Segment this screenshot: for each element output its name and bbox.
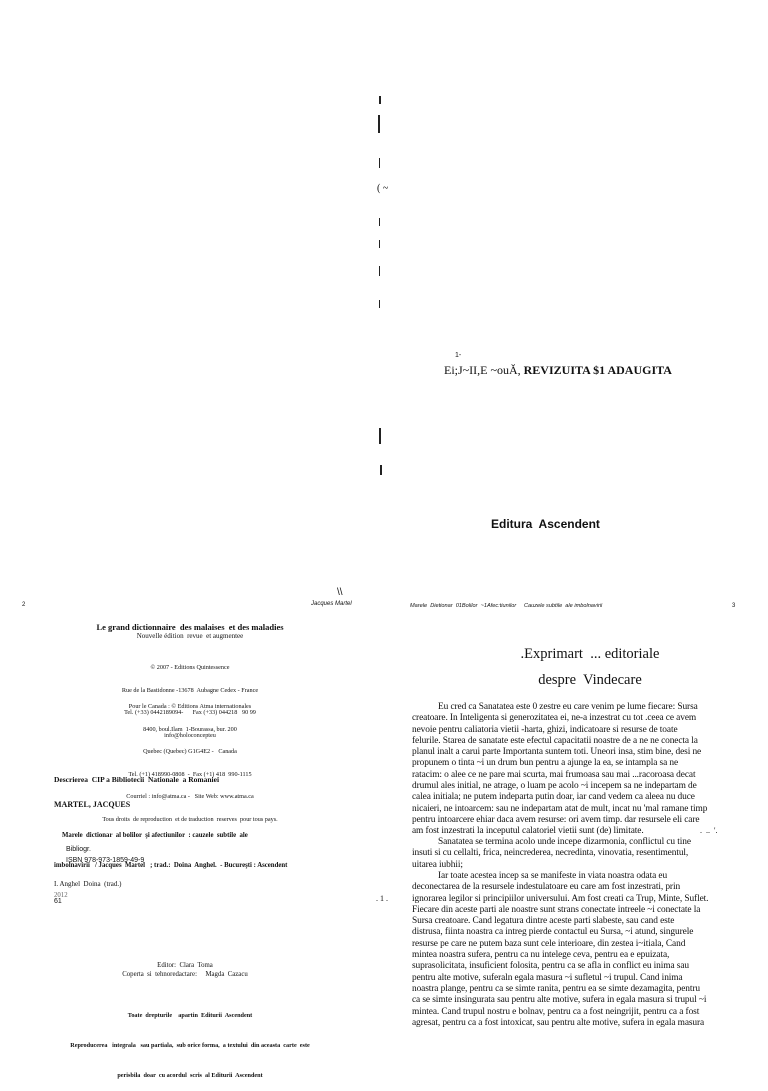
paragraph-3-line: mintea. Cand trupul nostru e bolnav, pentru ca a fost neingrijit, pentru ca a fost bbox=[412, 1006, 700, 1017]
scan-mark-4 bbox=[379, 218, 380, 226]
canada-line: 8400, boul.Ilam 1-Bourassa, bur. 200 bbox=[143, 725, 237, 733]
scan-mark-7 bbox=[379, 300, 380, 308]
paragraph-3-line: suprasolicitata, insuficient folosita, pentru ca se afla in conflict eu inima sau bbox=[412, 961, 689, 972]
paragraph-1-line: Eu cred ca Sanatatea este 0 zestre eu care venim pe lume fiecare: Sursa bbox=[438, 702, 698, 712]
paragraph-3-line: deconectarea de la resursele indestulatoare eu care am fost inzestrati, prin bbox=[412, 882, 681, 893]
paragraph-1-line: propunem o tinta ~i un drum bun pentru a ajunge la ea, se intampla sa ne bbox=[412, 758, 679, 769]
paragraph-3-line: agresat, pentru ca a fost intoxicat, sau pentru alte motive, sufera in egala masura bbox=[412, 1017, 705, 1028]
canada-block bbox=[30, 688, 350, 831]
canada-line: Courriel : info@atma.ca - Site Web: www.atma.ca bbox=[126, 793, 254, 800]
scan-mark-8 bbox=[379, 428, 381, 444]
paragraph-2-line: Sanatatea se termina acolo unde incepe dizarmonia, conflictul cu tine bbox=[438, 837, 691, 847]
canada-line: Tel. (+1) 418990-0808 - Fax (+1) 418 990-1115 bbox=[128, 770, 252, 778]
editorial-title-line2: despre Vindecare bbox=[538, 672, 642, 688]
rights-line: perisbila doar cu acordul scris al Editurii Ascendent bbox=[117, 1072, 263, 1079]
isbn-line: ISBN 978-973-1859-49-9 bbox=[66, 857, 145, 864]
udc-line: 61 bbox=[54, 898, 62, 905]
scan-mark-6 bbox=[379, 266, 380, 276]
paragraph-3-line: pentru alte motive, suferaln egala masura ~i sufletul ~i trupul. Cand inima bbox=[412, 972, 683, 983]
cip-heading: Descrierea CIP a Bibliotecii Nationale a Romaniei bbox=[54, 775, 220, 784]
publisher-name: Editura Ascendent bbox=[491, 517, 600, 531]
paragraph-1-line: calea initiala; ne putem indeparta putin doar, iar cand vedem ca aleea nu duce bbox=[412, 792, 695, 803]
paragraph-2-line: insuti si cu cellalti, frica, neincrederea, necredinta, vinovatia, resentimentul, bbox=[412, 848, 689, 859]
paragraph-3-line: resurse pe care ne putem baza sunt cele interioare, din zestea i~itiala, Cand bbox=[412, 938, 686, 949]
small-mark: 1- bbox=[455, 352, 462, 359]
paragraph-3-line: Sursa creatoare. Cand legatura dintre aceste parti slabeste, sau cand este bbox=[412, 916, 675, 927]
rights-line: Toate drepturile apartin Editurii Ascendent bbox=[127, 1012, 253, 1019]
copyright-line: Tel. (+33) 0442189094- Fax (+33) 044218 90 99 bbox=[124, 709, 256, 716]
edition-line-garbled: Ei;J~II,E ~ouĂ, bbox=[444, 363, 524, 377]
cip-line: 2012 bbox=[54, 892, 68, 899]
paragraph-3 bbox=[412, 871, 764, 1029]
paragraph-3-line: ca se simte insingurata sau pentru alte motive, sufera in egala masura si trupul ~i bbox=[412, 995, 707, 1006]
biblio-line: Bibliogr. bbox=[66, 846, 91, 853]
paragraph-1-marks: . .. '. bbox=[700, 826, 718, 835]
scan-mark-1 bbox=[379, 96, 381, 104]
paragraph-3-line: ignorarea legilor si principiilor universului. Am fost creati ca Trup, Minte, Suflet. bbox=[412, 893, 709, 904]
edition-line bbox=[444, 363, 672, 378]
edition-line-bold: REVIZUITA $1 ADAUGITA bbox=[523, 363, 672, 377]
canada-line: Tous droits de reproduction et de traduction reserves pour tous pays. bbox=[102, 815, 278, 823]
paragraph-3-line: Iar toate acestea incep sa se manifeste in viata noastra odata eu bbox=[438, 871, 668, 881]
page-number-2: 2 bbox=[22, 602, 26, 608]
rights-block bbox=[20, 991, 360, 1091]
paragraph-3-line: mintea noastra sufera, pentru ca nu intelege ceva, pentru ea e epuizata, bbox=[412, 950, 670, 961]
original-title: Le grand dictionnaire des malaises et des maladies bbox=[96, 622, 284, 632]
paragraph-3-line: noastra plange, pentru ca se simte ranita, pentru ea se simte dezamagita, pentru bbox=[412, 983, 700, 994]
paragraph-1-line: planul inalt a carui parte Importanta suntem toti. Uneori insa, stim bine, desi ne bbox=[412, 747, 702, 758]
copyright-line: info@holoconcepteu bbox=[164, 731, 216, 739]
paragraph-1-line: nicaieri, ne intoarcem: sau ne indepartam atat de mult, incat nu 'mal ramane timp bbox=[412, 803, 708, 814]
paragraph-2-line: uitarea iubhii; bbox=[412, 859, 463, 870]
paragraph-3-line: distrusa, fiinta noastra ca intreg pierde contactul eu Sursa, ~i atund, singurele bbox=[412, 927, 694, 938]
canada-line: Pour le Canada : © Editions Atma internationales bbox=[128, 703, 252, 710]
scan-mark-5 bbox=[379, 240, 380, 248]
editorial-title-line1: .Exprimart ... editoriale bbox=[520, 646, 660, 662]
paragraph-1-line: nevoie pentru caliatoria vietii -harta, ghizi, indicatoare si resurse de toate bbox=[412, 724, 678, 735]
page-number-3: 3 bbox=[732, 603, 736, 609]
gutter-mark: . 1 . bbox=[376, 894, 388, 903]
paragraph-1 bbox=[412, 702, 764, 838]
paragraph-1-line: ratacim: o alee ce ne pare mai scurta, mai frumoasa sau mai ...racoroasa decat bbox=[412, 769, 696, 780]
canada-line: Quebec (Quebec) G1G4E2 - Canada bbox=[143, 748, 237, 755]
author-line: MARTEL, JACQUES bbox=[54, 800, 131, 809]
running-head-right: Marele Dietionar 01Bolilor ~1Afec:tiunilor Cauzele subtile ale imbolnavirii bbox=[410, 603, 603, 609]
scan-mark-2 bbox=[378, 115, 380, 133]
translator-line: I. Anghel Doina (trad.) bbox=[54, 880, 122, 888]
paragraph-1-line: am fost inzestrati la inceputul calatoriel vietii sunt (de) limitate. bbox=[412, 826, 644, 837]
copyright-line: © 2007 - Editions Quintessence bbox=[150, 664, 230, 671]
rights-line: Reproducerea integrala sau partiala, sub orice forma, a textului din aceasta carte este bbox=[70, 1042, 310, 1049]
paragraph-1-line: drumul ales initial, ne atrage, o luam pe acolo ~i incepem sa ne indepartam de bbox=[412, 781, 697, 792]
scan-mark-text: ( ~ bbox=[377, 183, 389, 194]
paragraph-3-line: Fiecare din aceste parti ale noastre sunt strans conectate intreele ~i conectate la bbox=[412, 904, 701, 915]
paragraph-1-line: felurile. Starea de sanatate este efectul capacitatii noastre de a ne ne conecta la bbox=[412, 735, 698, 746]
running-head-left: Jacques Martel bbox=[311, 601, 352, 607]
paragraph-1-line: pentru intoarcere ehiar daca avem resurse: ori avem timp. dar resursele eli care bbox=[412, 814, 700, 825]
scan-mark-9 bbox=[380, 465, 382, 475]
cover-line: Coperta si tehnoredactare: Magda Cazacu bbox=[122, 971, 248, 978]
editor-line: Editor: Clara Toma bbox=[157, 962, 213, 969]
paragraph-2 bbox=[412, 837, 764, 871]
paragraph-1-line: creatoare. In Inteligenta si generozitatea ei, ne-a inzestrat cu tot .ceea ce avem bbox=[412, 713, 697, 724]
cip-line: Marele dictionar al bolilor şi afectiunilor : cauzele subtile ale bbox=[62, 832, 248, 839]
copyright-line: Rue de la Bastidonne -13678 Aubagne Cedex - France bbox=[121, 686, 259, 694]
corner-mark: \\ bbox=[337, 587, 343, 598]
scan-mark-3 bbox=[379, 158, 380, 168]
cip-line: imbolnavirii / Jacques Martel ; trad.: Doina Anghel. - Bucureşti : Ascendent bbox=[54, 862, 288, 869]
original-subtitle: Nouvelle édition revue et augmentee bbox=[136, 632, 244, 640]
